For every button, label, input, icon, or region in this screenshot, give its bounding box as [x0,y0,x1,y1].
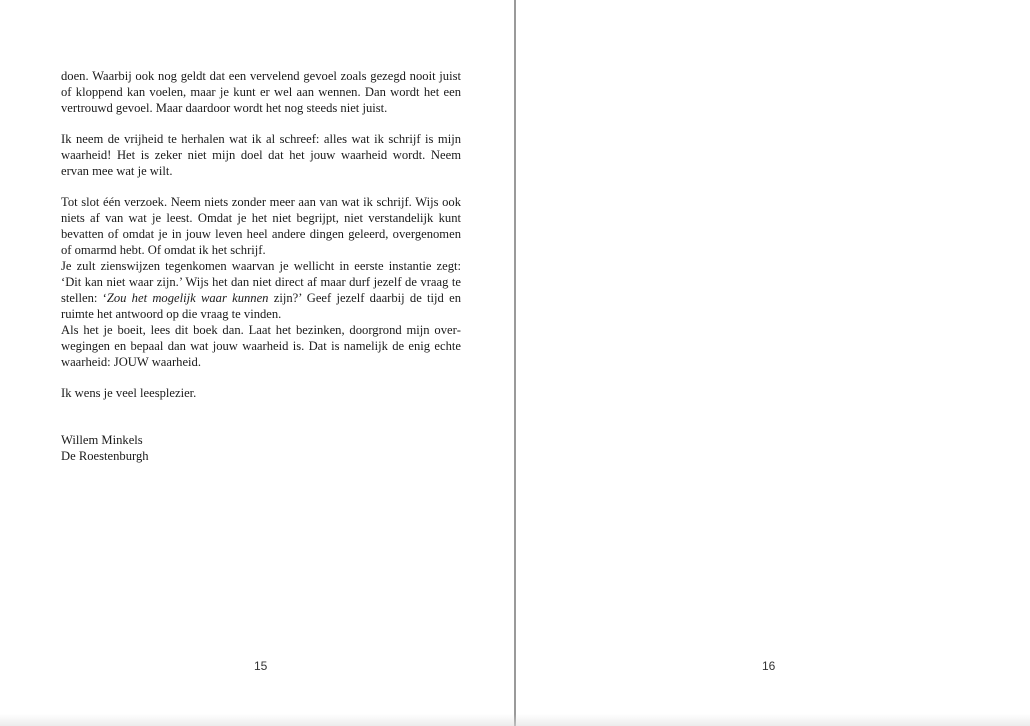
closing-line: Ik wens je veel leesplezier. [61,386,197,400]
paragraph-text: zijn?’ Geef jezelf daarbij de tijd en ruimte het antwoord op die vraag te vinden. [61,291,461,321]
paragraph: Ik neem de vrijheid te herhalen wat ik al schreef: alles wat ik schrijf is mijn waarheid! Het is zeker niet mijn doel dat het jouw waarheid wordt. Neem ervan mee wat je wilt. [61,132,461,178]
book-spine-divider [514,0,516,726]
italic-question: Zou het mogelijk waar kunnen [106,291,269,305]
paragraph-gap [61,116,461,131]
signature-place: De Roestenburgh [61,449,149,463]
right-page [517,0,1030,726]
signature-name: Willem Minkels [61,433,143,447]
page-number-left: 15 [254,659,268,673]
paragraph [61,258,461,322]
signature-gap [61,401,461,432]
page-bottom-shadow [0,714,1030,726]
paragraph-gap [61,179,461,194]
paragraph-text: Je zult zienswijzen tegenkomen waarvan je wellicht in eerste instantie zegt: ‘Dit kan niet waar zijn.’ Wijs het dan niet direct af maar durf jezelf de vraag te stellen: ‘ [61,259,461,305]
paragraph: Als het je boeit, lees dit boek dan. Laat het bezinken, doorgrond mijn overwegingen en bepaal dan wat jouw waarheid is. Dat is namelijk de enig echte waarheid: JOUW waarheid. [61,323,461,369]
body-text [61,68,461,464]
paragraph-gap [61,370,461,385]
paragraph: Tot slot één verzoek. Neem niets zonder meer aan van wat ik schrijf. Wijs ook niets af van wat je leest. Omdat je het niet begrijpt, niet verstandelijk kunt bevatten of omdat je in jouw leven heel andere dingen geleerd, overgenomen of omarmd hebt. Of omdat ik het schrijf. [61,195,461,257]
page-number-right: 16 [762,659,776,673]
paragraph: doen. Waarbij ook nog geldt dat een vervelend gevoel zoals gezegd nooit juist of kloppend kan voelen, maar je kunt er wel aan wennen. Dan wordt het een vertrouwd gevoel. Maar daardoor wordt het nog steeds niet juist. [61,69,461,115]
